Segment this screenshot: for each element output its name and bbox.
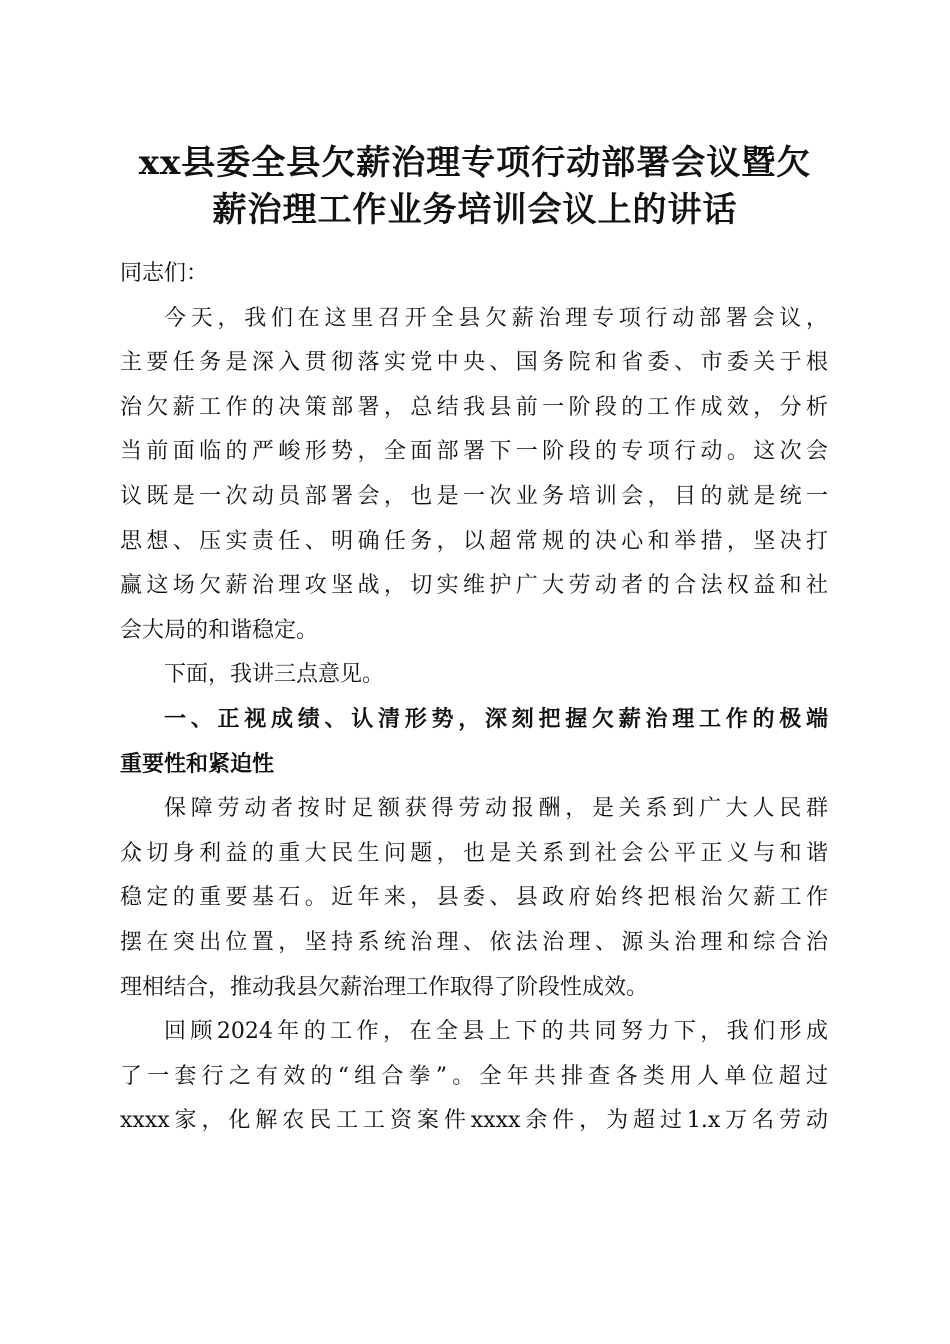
paragraph-1-line: 当前面临的严峻形势，全面部署下一阶段的专项行动。这次会 [120, 439, 828, 465]
paragraph-4-line: 回顾2024年的工作，在全县上下的共同努力下，我们形成 [164, 1019, 828, 1045]
paragraph-4-line: 了一套行之有效的“组合拳”。全年共排查各类用人单位超过 [120, 1063, 828, 1089]
document-title [100, 140, 850, 234]
paragraph-1-line: 治欠薪工作的决策部署，总结我县前一阶段的工作成效，分析 [120, 394, 828, 420]
document-body [120, 252, 828, 1144]
paragraph-3-line: 保障劳动者按时足额获得劳动报酬，是关系到广大人民群 [164, 796, 828, 822]
title-line-2: 薪治理工作业务培训会议上的讲话 [212, 190, 738, 230]
title-line-1: xx县委全县欠薪治理专项行动部署会议暨欠 [138, 143, 812, 183]
section-heading-1-line: 一、正视成绩、认清形势，深刻把握欠薪治理工作的极端 [164, 706, 828, 732]
section-heading-1-line: 重要性和紧迫性 [120, 751, 275, 777]
paragraph-1-line: 主要任务是深入贯彻落实党中央、国务院和省委、市委关于根 [120, 350, 828, 376]
paragraph-4-line: xxxx家，化解农民工工资案件xxxx余件，为超过1.x万名劳动 [120, 1108, 828, 1134]
paragraph-3-line: 摆在突出位置，坚持系统治理、依法治理、源头治理和综合治 [120, 929, 828, 955]
paragraph-1-line: 今天，我们在这里召开全县欠薪治理专项行动部署会议， [164, 305, 828, 331]
paragraph-1-line: 会大局的和谐稳定。 [120, 617, 319, 643]
paragraph-2: 下面，我讲三点意见。 [164, 662, 385, 688]
paragraph-1-line: 议既是一次动员部署会，也是一次业务培训会，目的就是统一 [120, 483, 828, 509]
paragraph-3-line: 理相结合，推动我县欠薪治理工作取得了阶段性成效。 [120, 974, 649, 1000]
paragraph-1-line: 思想、压实责任、明确任务，以超常规的决心和举措，坚决打 [120, 528, 828, 554]
paragraph-3-line: 众切身利益的重大民生问题，也是关系到社会公平正义与和谐 [120, 840, 828, 866]
salutation: 同志们： [120, 261, 209, 286]
paragraph-1-line: 赢这场欠薪治理攻坚战，切实维护广大劳动者的合法权益和社 [120, 573, 828, 599]
paragraph-3-line: 稳定的重要基石。近年来，县委、县政府始终把根治欠薪工作 [120, 885, 828, 911]
